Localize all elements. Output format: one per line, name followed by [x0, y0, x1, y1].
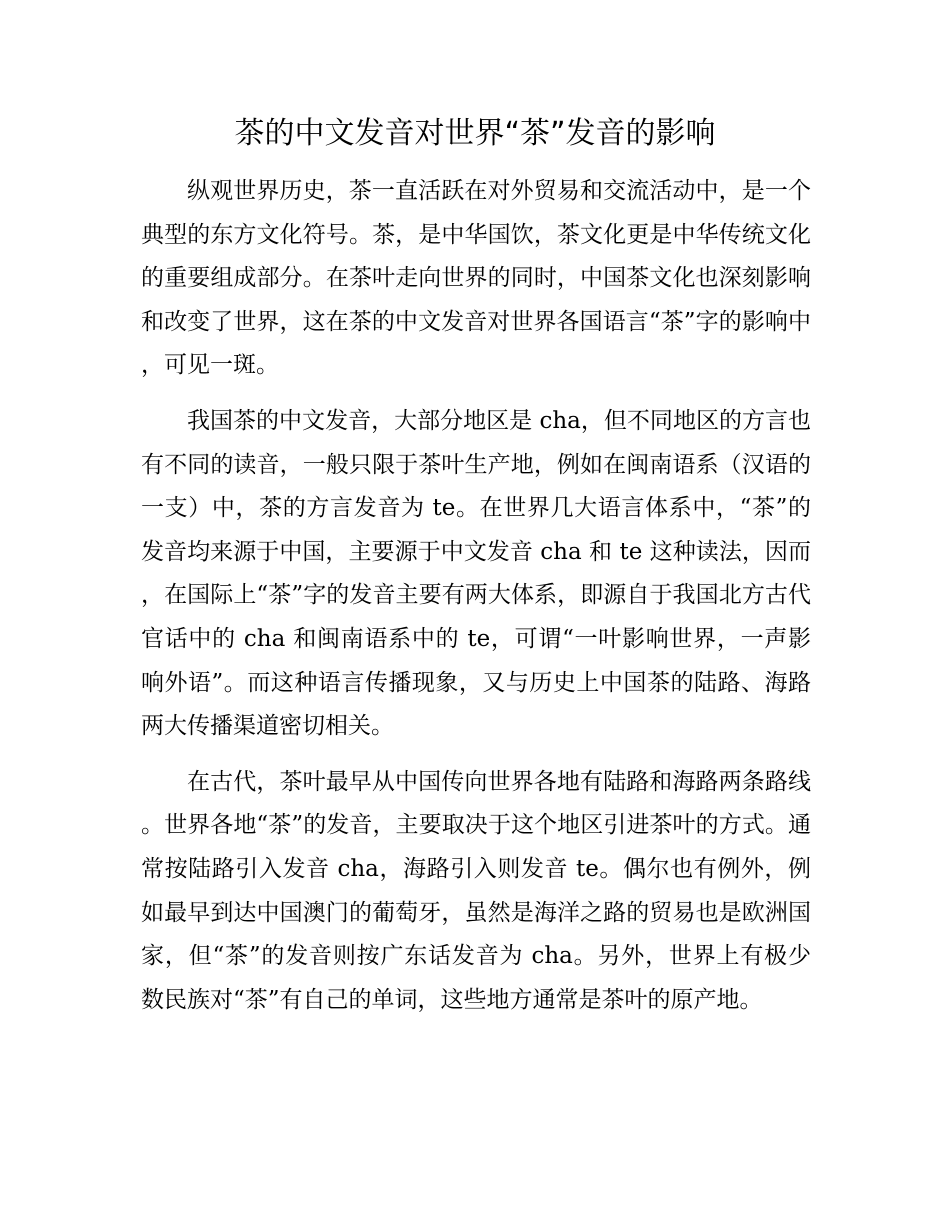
paragraph-3: 在古代，茶叶最早从中国传向世界各地有陆路和海路两条路线。世界各地“茶”的发音，主要取决于这个地区引进茶叶的方式。通常按陆路引入发音 cha，海路引入则发音 te。偶尔也有例外，例如最早到达中国澳门的葡萄牙，虽然是海洋之路的贸易也是欧洲国家，但“茶”的发音则按广东话发音为 cha。另外，世界上有极少数民族对“茶”有自己的单词，这些地方通常是茶叶的原产地。: [141, 768, 811, 1013]
paragraph-1: 纵观世界历史，茶一直活跃在对外贸易和交流活动中，是一个典型的东方文化符号。茶，是中华国饮，茶文化更是中华传统文化的重要组成部分。在茶叶走向世界的同时，中国茶文化也深刻影响和改变了世界，这在茶的中文发音对世界各国语言“茶”字的影响中，可见一斑。: [141, 178, 811, 379]
document-body: [141, 170, 811, 1034]
document-title: 茶的中文发音对世界“茶”发音的影响: [234, 116, 716, 151]
paragraph-2: 我国茶的中文发音，大部分地区是 cha，但不同地区的方言也有不同的读音，一般只限于茶叶生产地，例如在闽南语系（汉语的一支）中，茶的方言发音为 te。在世界几大语言体系中，“茶”的发音均来源于中国，主要源于中文发音 cha 和 te 这种读法，因而，在国际上“茶”字的发音主要有两大体系，即源自于我国北方古代官话中的 cha 和闽南语系中的 te，可谓“一叶影响世界，一声影响外语”。而这种语言传播现象，又与历史上中国茶的陆路、海路两大传播渠道密切相关。: [141, 407, 811, 740]
